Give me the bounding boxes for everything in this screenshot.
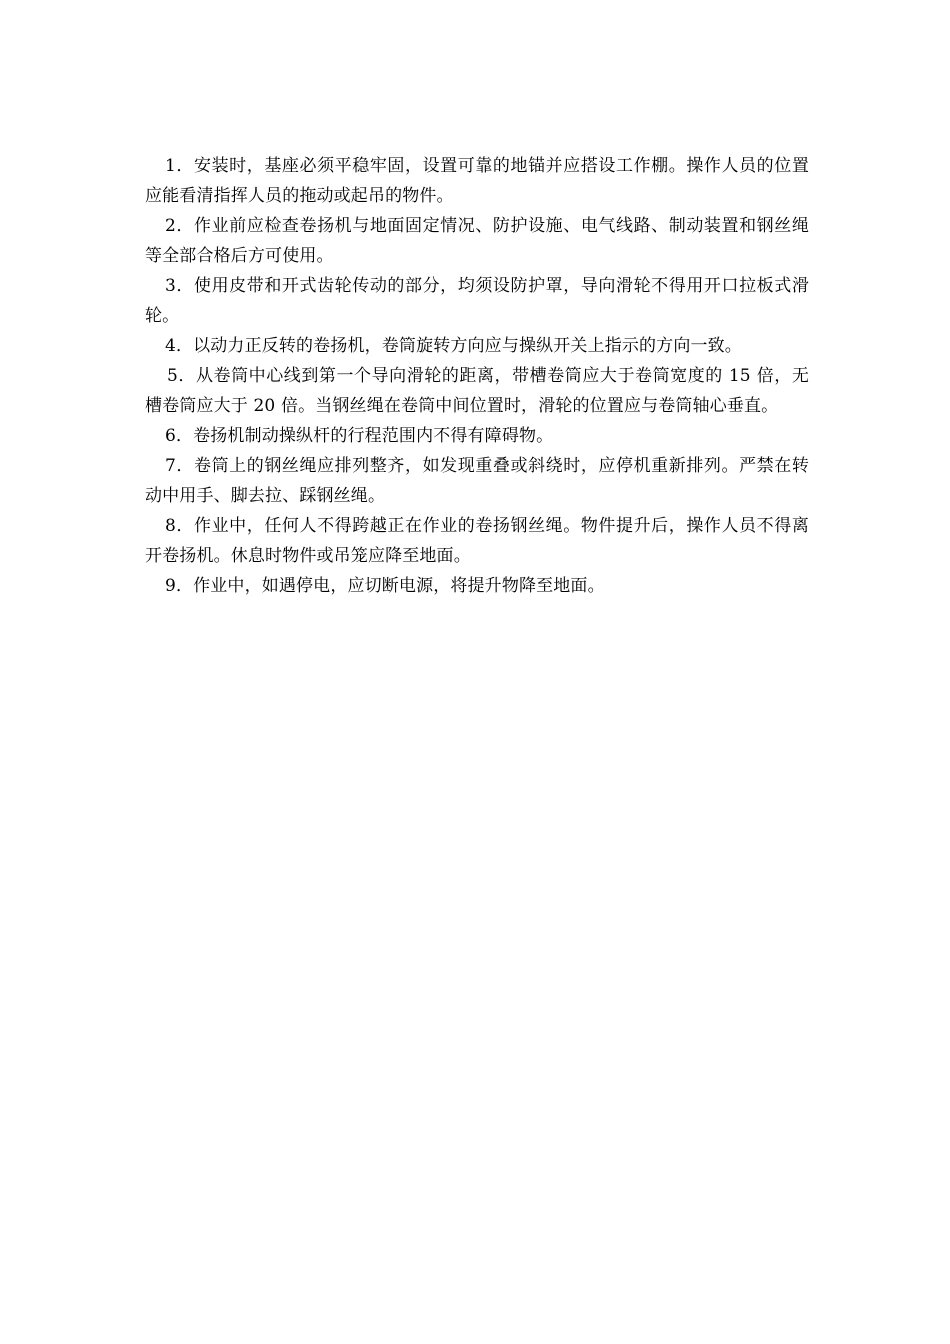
paragraph-8: 8．作业中，任何人不得跨越正在作业的卷扬钢丝绳。物件提升后，操作人员不得离开卷扬机。休息时物件或吊笼应降至地面。 — [145, 516, 809, 566]
paragraph-6: 6．卷扬机制动操纵杆的行程范围内不得有障碍物。 — [165, 426, 554, 446]
paragraph-1: 1．安装时，基座必须平稳牢固，设置可靠的地锚并应搭设工作棚。操作人员的位置应能看清指挥人员的拖动或起吊的物件。 — [145, 156, 809, 206]
paragraph-2: 2．作业前应检查卷扬机与地面固定情况、防护设施、电气线路、制动装置和钢丝绳等全部合格后方可使用。 — [145, 216, 809, 266]
paragraph-7: 7．卷筒上的钢丝绳应排列整齐，如发现重叠或斜绕时，应停机重新排列。严禁在转动中用手、脚去拉、踩钢丝绳。 — [145, 456, 809, 506]
paragraph-3: 3．使用皮带和开式齿轮传动的部分，均须设防护罩，导向滑轮不得用开口拉板式滑轮。 — [145, 276, 809, 326]
paragraph-5: 5．从卷筒中心线到第一个导向滑轮的距离，带槽卷筒应大于卷筒宽度的 15 倍，无槽卷筒应大于 20 倍。当钢丝绳在卷筒中间位置时，滑轮的位置应与卷筒轴心垂直。 — [145, 366, 809, 416]
paragraph-9: 9．作业中，如遇停电，应切断电源，将提升物降至地面。 — [165, 576, 605, 596]
paragraph-4: 4．以动力正反转的卷扬机，卷筒旋转方向应与操纵开关上指示的方向一致。 — [165, 336, 742, 356]
document-body — [145, 151, 809, 601]
